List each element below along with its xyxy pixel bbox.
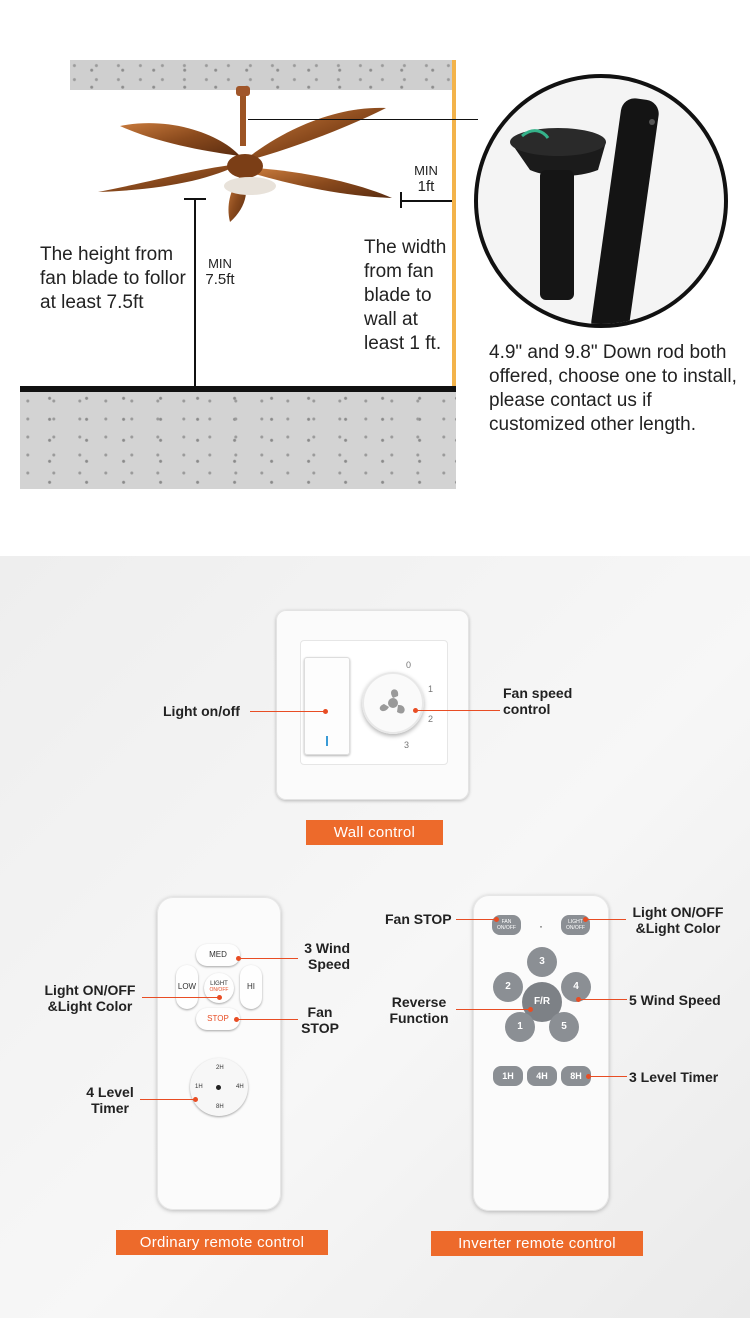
width-dimension-line [402,200,452,202]
light-color-label: Light ON/OFF &Light Color [44,982,136,1014]
reverse-leader-dot [528,1007,533,1012]
timer-1h-button[interactable]: 1H [195,1084,203,1090]
light-leader [250,711,326,712]
hi-button[interactable]: HI [240,965,262,1009]
low-button[interactable]: LOW [176,965,198,1009]
stop-leader-dot [234,1017,239,1022]
inv-timer-leader [588,1076,627,1077]
fan-speed-leader-dot [413,708,418,713]
width-min-value: 1ft [417,178,435,195]
stop-button[interactable]: STOP [196,1008,240,1030]
timer-1h-pill[interactable]: 1H [493,1066,523,1086]
downrod-icon [478,78,724,324]
indicator-dot: · [539,919,543,933]
reverse-leader [456,1009,530,1010]
timer-8h-button[interactable]: 8H [216,1104,224,1110]
rod-leader-line [248,119,478,120]
wind-leader-dot [236,956,241,961]
knob-mark-2: 2 [428,714,434,724]
light-button-sublabel: ON/OFF [209,987,229,993]
height-dimension-line [194,198,196,388]
timer-8h-pill[interactable]: 8H [561,1066,591,1086]
light-onoff-button[interactable]: LIGHT ON/OFF [561,915,590,935]
inv-speed-leader [578,999,627,1000]
height-min-value: 7.5ft [205,271,235,288]
light-color-leader-dot [217,995,222,1000]
height-min-label [202,256,238,288]
knob-mark-3: 3 [404,740,410,750]
timer-2h-button[interactable]: 2H [216,1065,224,1071]
speed-1-button[interactable]: 1 [505,1012,535,1042]
timer-leader-dot [193,1097,198,1102]
downrod-description: 4.9" and 9.8" Down rod both offered, choose one to install, please contact us if customized other length. [489,342,737,435]
width-min-label [408,163,444,195]
inv-timer-label: 3 Level Timer [629,1069,719,1085]
fr-button[interactable]: F/R [522,982,562,1022]
width-min-word: MIN [414,163,438,178]
downrod-closeup [474,74,728,328]
light-onoff-label: Light on/off [163,703,240,719]
light-leader-dot [323,709,328,714]
speed-3-button[interactable]: 3 [527,947,557,977]
light-button-label: LIGHT [210,981,228,987]
inv-speed-label: 5 Wind Speed [629,992,721,1008]
med-button[interactable]: MED [196,944,240,966]
inv-stop-leader [456,919,496,920]
width-requirement-text: The width from fan blade to wall at least 1 ft. [364,237,447,354]
wind-speed-label: 3 Wind Speed [304,940,350,972]
height-requirement-text: The height from fan blade to follor at least 7.5ft [40,244,186,313]
inv-timer-leader-dot [586,1074,591,1079]
timer-4h-pill[interactable]: 4H [527,1066,557,1086]
fan-speed-knob[interactable] [362,672,424,734]
speed-5-button[interactable]: 5 [549,1012,579,1042]
timer-label: 4 Level Timer [86,1084,134,1116]
ceiling-fan-illustration [90,86,410,226]
inv-fan-stop-label: Fan STOP [385,911,452,927]
rocker-indicator [326,736,328,746]
timer-leader [140,1099,196,1100]
inv-light-leader-dot [583,917,588,922]
speed-2-button[interactable]: 2 [493,972,523,1002]
stop-leader [236,1019,298,1020]
fan-speed-leader [416,710,500,711]
height-min-word: MIN [208,256,232,271]
reverse-function-label: Reverse Function [389,994,449,1026]
wind-leader [238,958,298,959]
fan-stop-label: Fan STOP [301,1004,339,1036]
inv-light-leader [585,919,626,920]
knob-mark-1: 1 [428,684,434,694]
floor-slab [20,392,456,489]
wall-line [452,60,456,390]
knob-mark-0: 0 [406,660,412,670]
wall-control-tag: Wall control [306,820,443,845]
fan-onoff-button[interactable]: FAN ON/OFF [492,915,521,935]
inverter-remote [473,895,609,1211]
ordinary-remote-tag: Ordinary remote control [116,1230,328,1255]
inv-light-label: Light ON/OFF &Light Color [632,904,724,936]
inverter-remote-tag: Inverter remote control [431,1231,643,1256]
fan-icon [362,672,424,734]
speed-4-button[interactable]: 4 [561,972,591,1002]
light-color-leader [142,997,220,998]
timer-center-dot [216,1085,221,1090]
inv-speed-leader-dot [576,997,581,1002]
timer-4h-button[interactable]: 4H [236,1084,244,1090]
inv-stop-leader-dot [494,917,499,922]
fan-speed-label: Fan speed control [503,685,573,717]
